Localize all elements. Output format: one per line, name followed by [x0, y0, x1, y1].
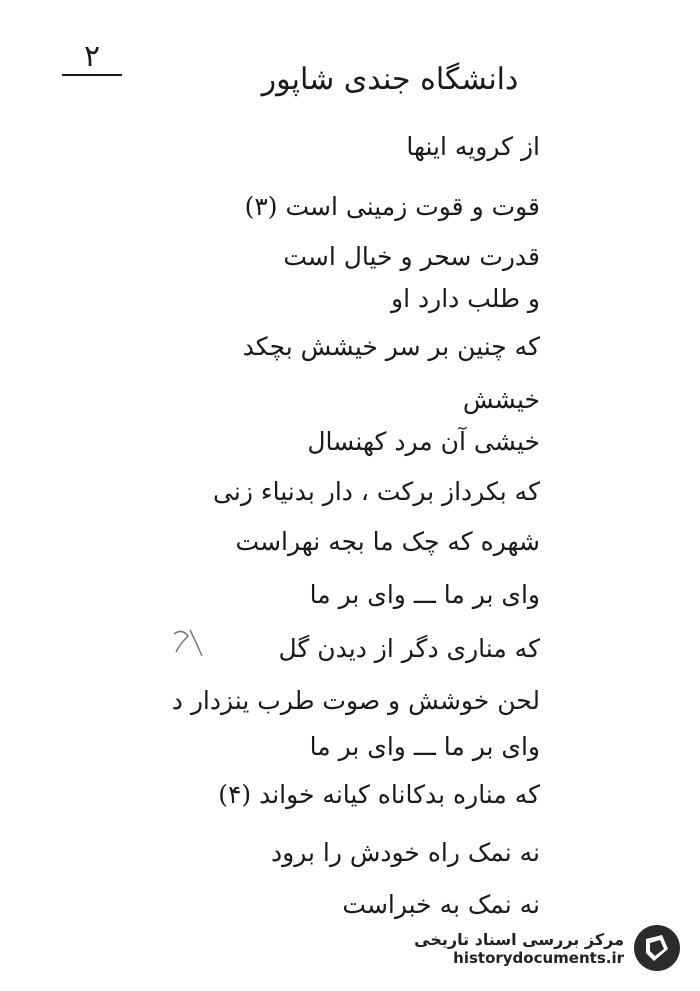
- watermark-text: [414, 930, 624, 967]
- text-line-10: وای بر ما ـــ وای بر ما: [309, 580, 540, 609]
- text-line-15: نه نمک راه خودش را برود: [271, 838, 540, 867]
- text-line-11: که مناری دگر از دیدن گل: [278, 634, 540, 663]
- text-line-16: نه نمک به خبراست: [342, 890, 540, 919]
- text-line-2: قوت و قوت زمینی است (۳): [244, 192, 540, 221]
- watermark-title: مرکز بررسی اسناد تاریخی: [414, 929, 624, 949]
- text-line-3: قدرت سحر و خیال است: [283, 242, 540, 271]
- watermark: [412, 919, 682, 977]
- text-line-14: که مناره بدکاناه کیانه خواند (۴): [218, 780, 540, 809]
- text-line-12: لحن خوشش و صوت طرب ینزدار د: [171, 686, 540, 715]
- text-line-13: وای بر ما ـــ وای بر ما: [309, 732, 540, 761]
- page-number: ۲: [62, 40, 122, 76]
- text-line-6: خیشش: [462, 385, 540, 414]
- text-line-9: شهره که چک ما بجه نهراست: [235, 527, 540, 556]
- margin-scribble-icon: [166, 622, 210, 662]
- watermark-url: historydocuments.ir: [453, 948, 624, 967]
- archive-logo-icon: [632, 923, 682, 973]
- text-line-5: که چنین بر سر خیشش بچکد: [242, 332, 540, 361]
- text-line-8: که بکرداز برکت ، دار بدنیاء زنی: [213, 477, 540, 506]
- text-line-7: خیشی آن مرد کهنسال: [307, 427, 540, 456]
- text-line-4: و طلب دارد او: [391, 284, 540, 313]
- text-line-1: از کرویه اینها: [406, 132, 540, 161]
- document-header: دانشگاه جندی شاپور: [261, 62, 519, 97]
